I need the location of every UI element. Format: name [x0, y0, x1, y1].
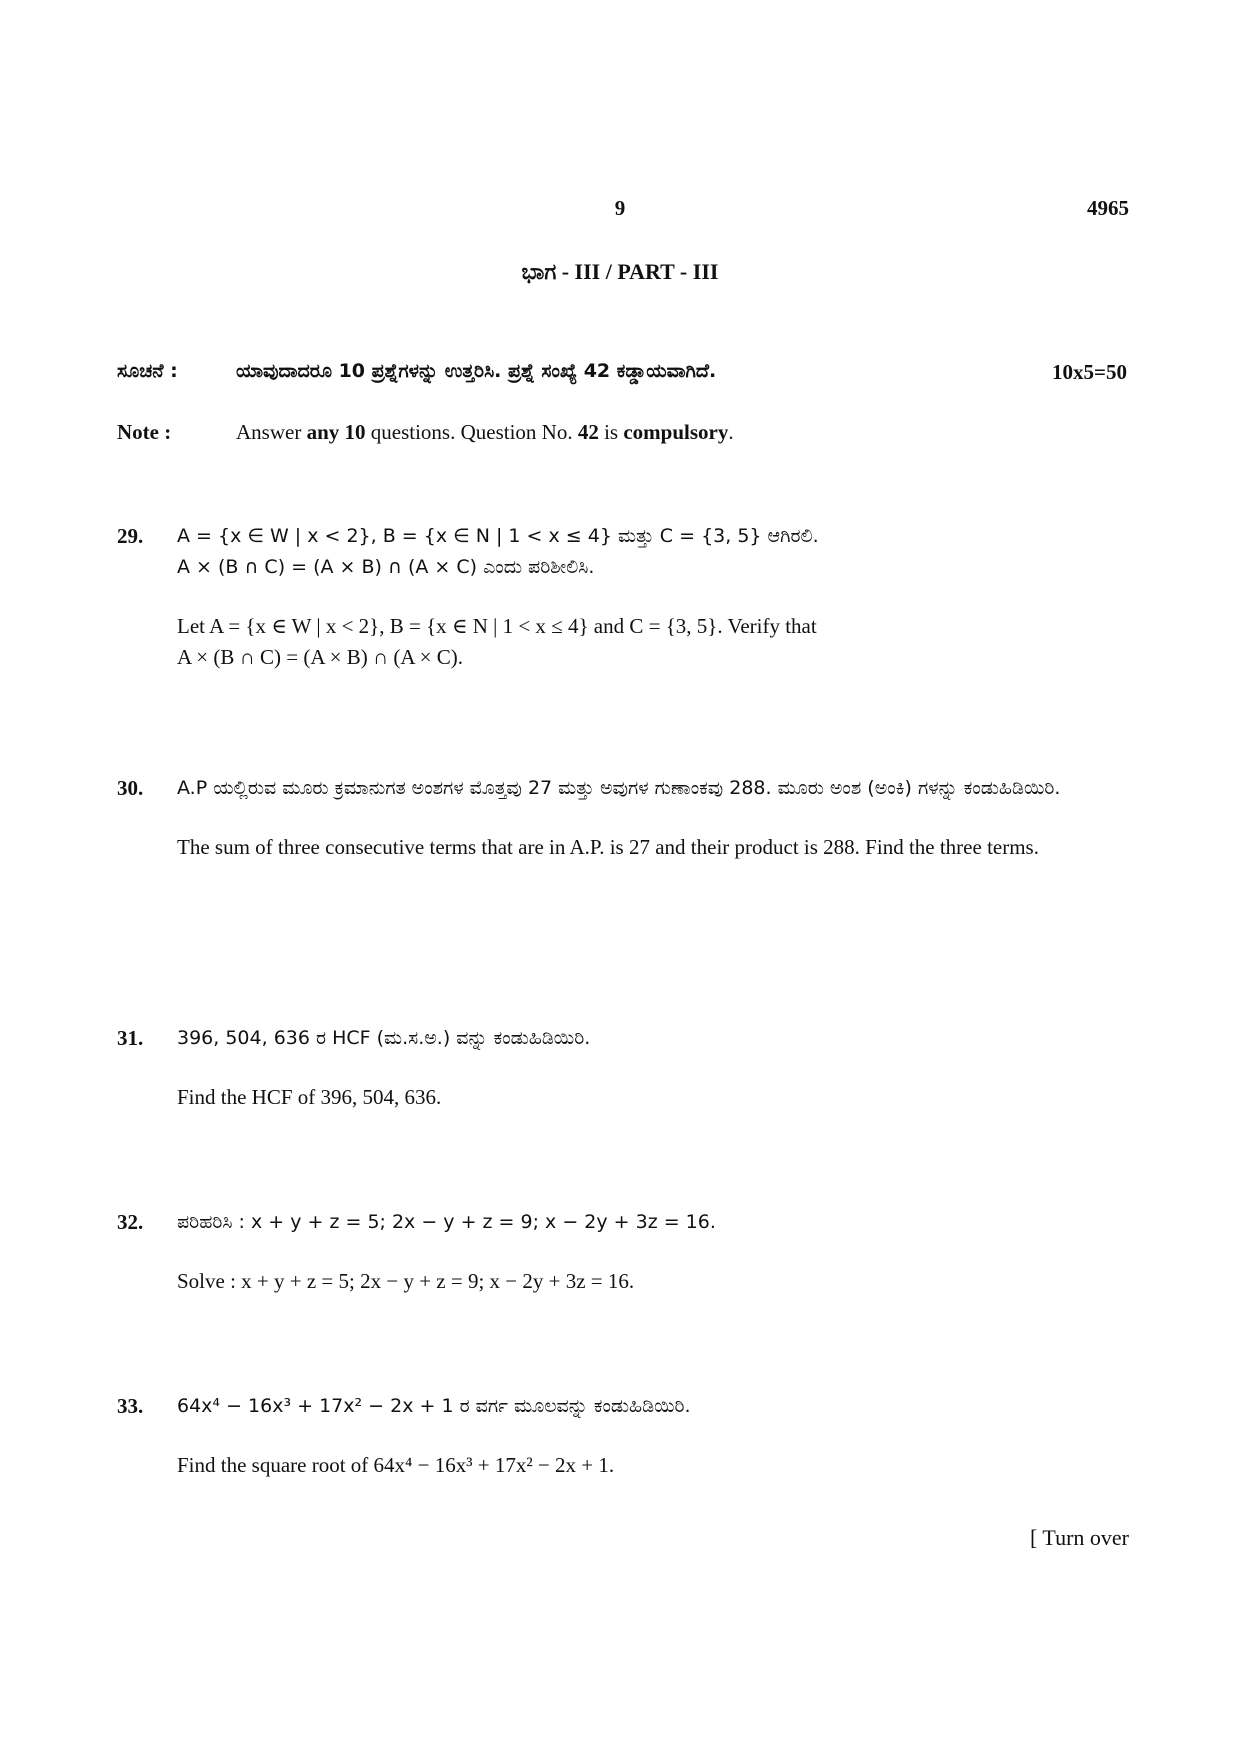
question-kannada: A.P ಯಲ್ಲಿರುವ ಮೂರು ಕ್ರಮಾನುಗತ ಅಂಶಗಳ ಮೊತ್ತವು 27 ಮತ್ತು ಅವುಗಳ ಗುಣಾಂಕವು 288. ಮೂರು ಅಂಶ (ಅಂಕಿ) ಗಳನ್ನು ಕಂಡುಹಿಡಿಯಿರಿ.: [177, 777, 1061, 799]
note-text-part: Answer: [236, 420, 307, 444]
question-29: [117, 521, 1067, 673]
part-heading: ಭಾಗ - III / PART - III: [521, 259, 719, 284]
question-kannada: [177, 521, 1067, 583]
page-number: 9: [614, 196, 626, 220]
note-text: [236, 420, 734, 445]
marks-allocation: 10x5=50: [1052, 360, 1127, 384]
question-english-line: A × (B ∩ C) = (A × B) ∩ (A × C).: [177, 645, 463, 669]
instruction-kannada-text: ಯಾವುದಾದರೂ 10 ಪ್ರಶ್ನೆಗಳನ್ನು ಉತ್ತರಿಸಿ. ಪ್ರಶ್ನೆ ಸಂಖ್ಯೆ 42 ಕಡ್ಡಾಯವಾಗಿದೆ.: [236, 360, 717, 382]
question-32: [117, 1207, 1067, 1297]
question-kannada: 64x⁴ − 16x³ + 17x² − 2x + 1 ರ ವರ್ಗ ಮೂಲವನ್ನು ಕಂಡುಹಿಡಿಯಿರಿ.: [177, 1395, 691, 1417]
paper-code: 4965: [1087, 196, 1129, 220]
note-text-bold: compulsory: [623, 420, 729, 444]
question-number: 32.: [117, 1210, 144, 1234]
question-english: Solve : x + y + z = 5; 2x − y + z = 9; x − 2y + 3z = 16.: [177, 1269, 635, 1293]
question-number: 30.: [117, 776, 144, 800]
note-text-bold: 42: [577, 420, 599, 444]
question-english-line: Let A = {x ∈ W | x < 2}, B = {x ∈ N | 1 < x ≤ 4} and C = {3, 5}. Verify that: [177, 614, 817, 638]
question-english: The sum of three consecutive terms that are in A.P. is 27 and their product is 288. Find the three terms.: [177, 835, 1039, 859]
question-number: 31.: [117, 1026, 144, 1050]
question-kannada: 396, 504, 636 ರ HCF (ಮ.ಸ.ಅ.) ವನ್ನು ಕಂಡುಹಿಡಿಯಿರಿ.: [177, 1027, 591, 1049]
question-english: [177, 611, 1067, 673]
note-text-part: questions. Question No.: [365, 420, 578, 444]
question-number: 29.: [117, 524, 144, 548]
note-text-bold: any 10: [306, 420, 366, 444]
note-text-part: is: [598, 420, 624, 444]
question-31: [117, 1023, 1067, 1113]
question-kannada: ಪರಿಹರಿಸಿ : x + y + z = 5; 2x − y + z = 9; x − 2y + 3z = 16.: [177, 1211, 716, 1233]
note-label: Note :: [117, 420, 172, 444]
note-text-part: .: [728, 420, 734, 444]
question-english: Find the square root of 64x⁴ − 16x³ + 17x² − 2x + 1.: [177, 1453, 615, 1477]
question-kannada-line: A = {x ∈ W | x < 2}, B = {x ∈ N | 1 < x ≤ 4} ಮತ್ತು C = {3, 5} ಆಗಿರಲಿ.: [177, 525, 819, 547]
question-30: [117, 773, 1067, 863]
turn-over-note: [ Turn over: [1029, 1525, 1129, 1550]
question-33: [117, 1391, 1067, 1481]
instruction-kannada-label: ಸೂಚನೆ :: [117, 360, 178, 382]
question-english: Find the HCF of 396, 504, 636.: [177, 1085, 442, 1109]
question-number: 33.: [117, 1394, 144, 1418]
question-kannada-line: A × (B ∩ C) = (A × B) ∩ (A × C) ಎಂದು ಪರಿಶೀಲಿಸಿ.: [177, 556, 595, 578]
